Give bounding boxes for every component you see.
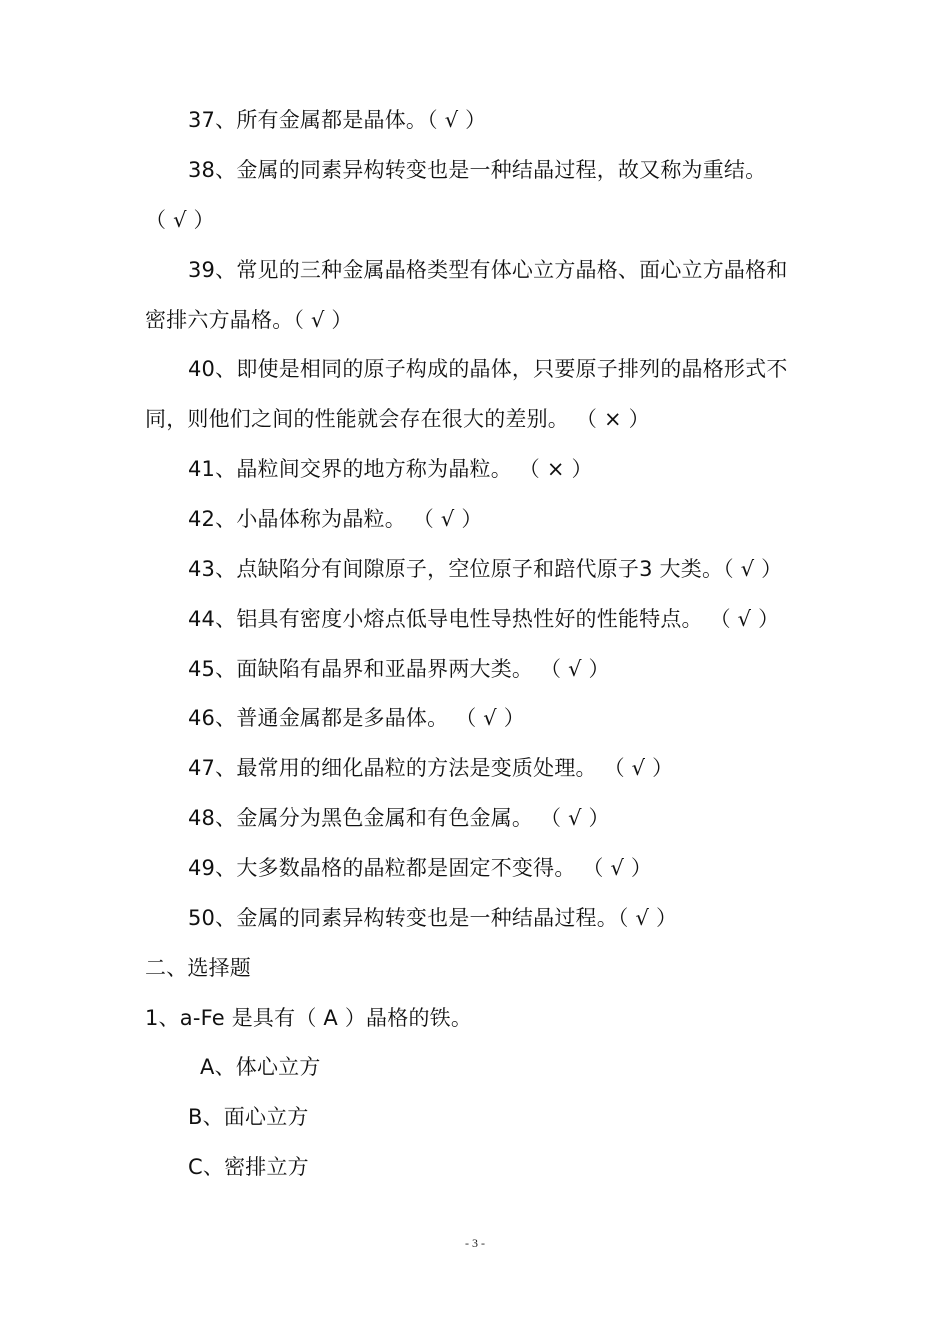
judgement-item-50: 50、金属的同素异构转变也是一种结晶过程。（ √ ）: [188, 906, 678, 930]
section-heading: 二、选择题: [145, 956, 251, 980]
choice-option-b: B、面心立方: [188, 1105, 309, 1129]
judgement-item-39: 39、常见的三种金属晶格类型有体心立方晶格、面心立方晶格和: [188, 258, 788, 282]
judgement-item-38: 38、金属的同素异构转变也是一种结晶过程，故又称为重结。: [188, 158, 767, 182]
judgement-item-46: 46、普通金属都是多晶体。 （ √ ）: [188, 706, 525, 730]
judgement-item-37: 37、所有金属都是晶体。（ √ ）: [188, 108, 487, 132]
judgement-item-39-continuation: 密排六方晶格。（ √ ）: [145, 308, 353, 332]
judgement-item-43: 43、点缺陷分有间隙原子，空位原子和踣代原子3 大类。（ √ ）: [188, 557, 783, 581]
choice-option-a: A、体心立方: [200, 1055, 321, 1079]
judgement-item-41: 41、晶粒间交界的地方称为晶粒。 （ × ）: [188, 457, 593, 481]
judgement-item-40-continuation: 同，则他们之间的性能就会存在很大的差别。 （ × ）: [145, 407, 650, 431]
judgement-item-40: 40、即使是相同的原子构成的晶体，只要原子排列的晶格形式不: [188, 357, 788, 381]
judgement-item-48: 48、金属分为黑色金属和有色金属。 （ √ ）: [188, 806, 610, 830]
choice-option-c: C、密排立方: [188, 1155, 309, 1179]
judgement-item-47: 47、最常用的细化晶粒的方法是变质处理。 （ √ ）: [188, 756, 674, 780]
judgement-item-45: 45、面缺陷有晶界和亚晶界两大类。 （ √ ）: [188, 657, 610, 681]
choice-question-stem: 1、a-Fe 是具有（ A ）晶格的铁。: [145, 1006, 473, 1030]
judgement-item-38-continuation: （ √ ）: [145, 208, 215, 232]
judgement-item-42: 42、小晶体称为晶粒。 （ √ ）: [188, 507, 483, 531]
page-number: - 3 -: [465, 1236, 485, 1250]
judgement-item-49: 49、大多数晶格的晶粒都是固定不变得。 （ √ ）: [188, 856, 653, 880]
judgement-item-44: 44、铝具有密度小熔点低导电性导热性好的性能特点。 （ √ ）: [188, 607, 780, 631]
